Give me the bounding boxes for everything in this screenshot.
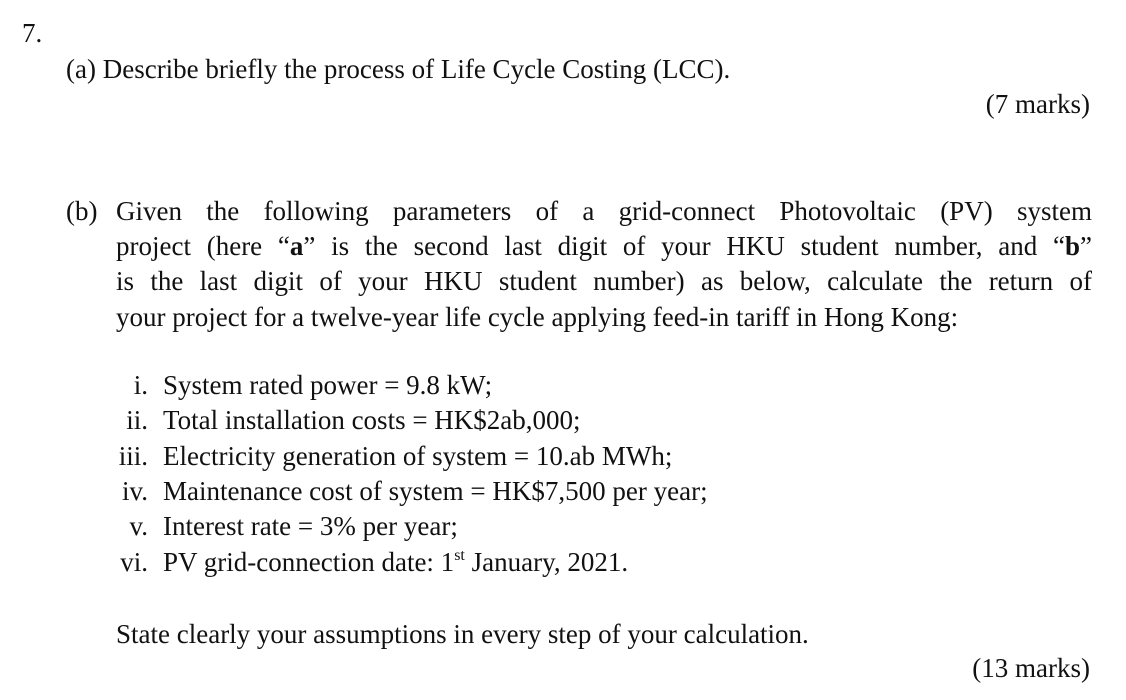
list-item-number: v. <box>129 511 148 541</box>
list-item-text: Interest rate = 3% per year; <box>163 511 458 541</box>
list-item-number: vi. <box>120 547 148 577</box>
part-a-text: Describe briefly the process of Life Cycle Costing (LCC). <box>102 54 731 84</box>
part-a-label: (a) <box>66 54 96 84</box>
list-item-number: ii. <box>126 405 148 435</box>
date-text-after: January, 2021. <box>464 547 629 577</box>
list-item-text: Total installation costs = HK$2ab,000; <box>163 405 581 435</box>
part-a-marks: (7 marks) <box>985 89 1090 119</box>
date-text-before: PV grid-connection date: 1 <box>163 547 455 577</box>
list-item-number: iv. <box>122 476 148 506</box>
part-b-line-4: your project for a twelve-year life cycle applying feed-in tariff in Hong Kong: <box>116 302 959 332</box>
question-number: 7. <box>22 18 43 48</box>
part-b-label: (b) <box>66 196 98 226</box>
list-item-number: i. <box>133 370 148 400</box>
list-item-text: Maintenance cost of system = HK$7,500 per year; <box>163 476 708 506</box>
date-superscript: st <box>454 547 465 564</box>
list-item-number: iii. <box>118 441 148 471</box>
list-item-text: System rated power = 9.8 kW; <box>163 370 493 400</box>
list-item-text: Electricity generation of system = 10.ab MWh; <box>163 441 673 471</box>
part-a <box>66 54 730 85</box>
part-b-marks: (13 marks) <box>972 653 1090 683</box>
list-item-text <box>163 547 628 578</box>
part-b-line-3: is the last digit of your HKU student number) as below, calculate the return of <box>116 266 1092 296</box>
assumptions-instruction: State clearly your assumptions in every step of your calculation. <box>116 619 809 649</box>
part-b-line-2: project (here “a” is the second last digit of your HKU student number, and “b” <box>116 231 1092 261</box>
part-b-line-1: Given the following parameters of a grid-connect Photovoltaic (PV) system <box>116 196 1092 226</box>
